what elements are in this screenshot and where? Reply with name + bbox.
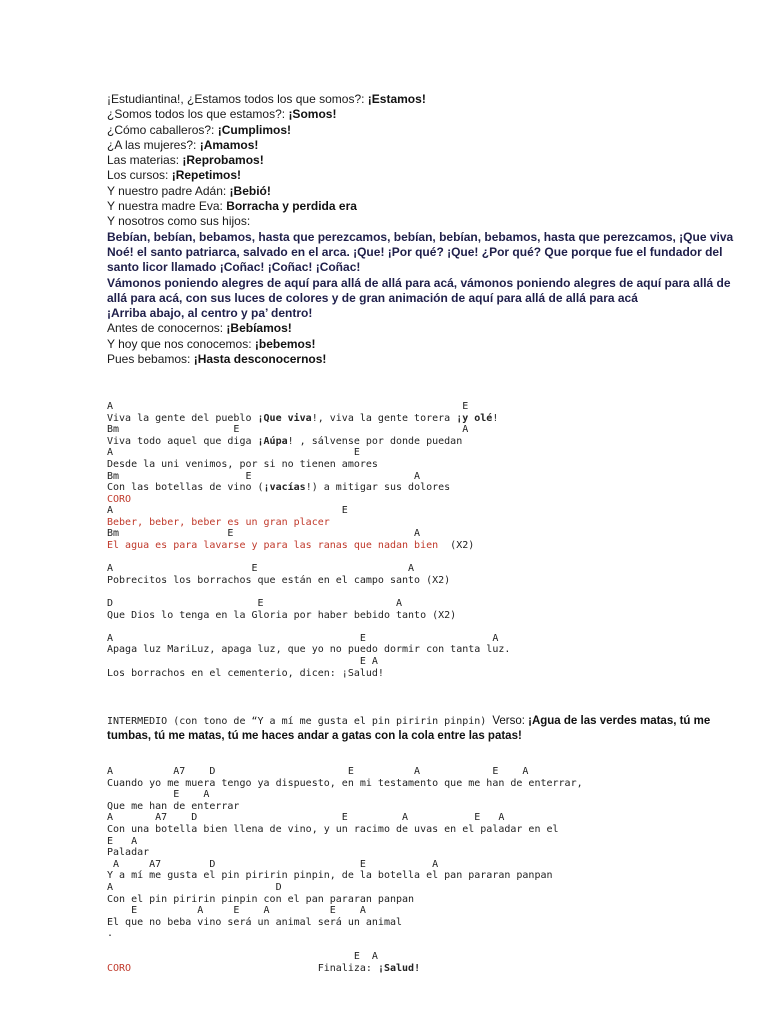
repeat-marker: (X2): [438, 540, 475, 552]
lyric-line: [107, 436, 747, 448]
lyrics-page: [107, 92, 747, 998]
chord-line: E A: [107, 789, 210, 801]
intro-response: ¡Estamos!: [367, 92, 426, 106]
intro-text: Y nuestro padre Adán:: [107, 183, 230, 198]
finaliza-label: Finaliza:: [317, 963, 378, 975]
chord-line: D E A: [107, 598, 403, 610]
intro-response: ¡Reprobamos!: [182, 153, 264, 168]
lyric-text: !) a mitigar sus dolores: [305, 482, 451, 494]
chord-line: A E: [107, 400, 469, 412]
lyric-line: Apaga luz MariLuz, apaga luz, que yo no puedo dormir con tanta luz.: [107, 644, 511, 656]
chord-line: E A: [107, 835, 138, 847]
intro-text: ¿Somos todos los que estamos?:: [107, 107, 289, 122]
intro-response: Borracha y perdida era: [226, 199, 357, 214]
chant-paragraph: Vámonos poniendo alegres de aquí para allá de allá para acá, vámonos poniendo alegres de aquí para allá de allá para acá, con sus luces de colores y de gran animación de aquí para allá de allá para acá: [107, 275, 731, 305]
intro-response: ¡Cumplimos!: [217, 122, 292, 137]
chord-line: A D: [107, 881, 282, 893]
coro-label: CORO: [107, 493, 132, 505]
intro-text: Antes de conocernos:: [107, 321, 227, 336]
intro-line: [107, 138, 747, 153]
closing-line: [107, 963, 747, 975]
lyric-line: Y a mí me gusta el pin piririn pinpin, de la botella el pan pararan panpan: [107, 870, 553, 882]
song-section: [107, 389, 747, 702]
chord-line: A E: [107, 447, 360, 459]
intro-line: [107, 123, 747, 138]
intro-line: [107, 107, 747, 122]
intro-line: [107, 337, 747, 352]
intro-response: ¡Bebíamos!: [226, 321, 292, 336]
chord-line: Bm E A: [107, 424, 469, 436]
lyric-line: Los borrachos en el cementerio, dicen: ¡Salud!: [107, 667, 384, 679]
lyric-line: El que no beba vino será un animal será un animal: [107, 916, 403, 928]
coro-label: CORO: [107, 963, 132, 975]
intro-text: Los cursos:: [107, 168, 172, 183]
chord-line: Bm E A: [107, 528, 421, 540]
verso-label: Verso:: [492, 715, 529, 728]
intro-section: [107, 92, 747, 367]
intro-line: [107, 352, 747, 367]
intro-response: ¡Repetimos!: [171, 168, 242, 183]
intro-text: Y nuestra madre Eva:: [107, 199, 227, 214]
intro-line: [107, 321, 747, 336]
intermedio-block: [107, 714, 747, 744]
lyric-text: !: [492, 412, 499, 424]
chant-paragraph: ¡Arriba abajo, al centro y pa’ dentro!: [107, 306, 313, 321]
lyric-line: Que Dios lo tenga en la Gloria por haber bebido tanto (X2): [107, 609, 457, 621]
lyric-text: Viva la gente del pueblo: [107, 412, 258, 424]
chord-line: E A E A E A: [107, 905, 366, 917]
chord-line: E A: [107, 656, 378, 667]
intro-text: ¡Estudiantina!, ¿Estamos todos los que somos?:: [107, 92, 368, 106]
lyric-line: Que me han de enterrar: [107, 800, 240, 812]
chord-line: A A7 D E A E A: [107, 812, 505, 824]
lyric-shout: ¡Aúpa: [257, 435, 288, 447]
coro-lyric-text: El agua es para lavarse y para las ranas que nadan bien: [107, 540, 439, 552]
intro-text: ¿A las mujeres?:: [107, 137, 200, 152]
lyric-line: Paladar: [107, 847, 150, 859]
lyric-line: Pobrecitos los borrachos que están en el campo santo (X2): [107, 574, 451, 586]
finaliza-shout: ¡Salud!: [377, 963, 421, 975]
lyric-text: !, viva la gente torera: [311, 412, 457, 424]
intro-text: Pues bebamos:: [107, 352, 194, 367]
intro-response: ¡bebemos!: [254, 336, 316, 351]
intro-text: Las materias:: [107, 153, 183, 168]
chord-line: A A7 D E A: [107, 858, 439, 870]
lyric-shout: ¡y olé: [456, 412, 493, 424]
intro-response: ¡Bebió!: [229, 183, 271, 198]
intro-line: [107, 153, 747, 168]
intro-response: ¡Amamos!: [199, 137, 259, 152]
intro-response: ¡Somos!: [288, 107, 337, 122]
chord-line: E A: [107, 951, 378, 963]
coro-lyric-line: [107, 540, 747, 552]
intro-line: [107, 168, 747, 183]
intro-line: [107, 199, 747, 214]
lyric-text: Viva todo aquel que diga: [107, 435, 258, 447]
final-section: [107, 754, 747, 997]
intro-line: Y nosotros como sus hijos:: [107, 214, 251, 229]
lyric-line: Desde la uni venimos, por si no tienen amores: [107, 458, 378, 470]
chord-line: A E A: [107, 632, 499, 644]
intro-line: [107, 184, 747, 199]
chord-line: A A7 D E A E A: [107, 765, 529, 777]
intro-line: [107, 92, 747, 107]
lyric-text: ! , sálvense por donde puedan: [287, 435, 463, 447]
verso-text: ¡Agua de las verdes matas, tú me tumbas, tú me matas, tú me haces andar a gatas con la cola entre las patas!: [107, 715, 711, 743]
intro-text: Y hoy que nos conocemos:: [107, 336, 255, 351]
lyric-shout: ¡Que viva: [257, 412, 312, 424]
intro-response: ¡Hasta desconocernos!: [193, 352, 327, 367]
lyric-text: Con las botellas de vino (: [107, 482, 264, 494]
lyric-line: .: [107, 928, 114, 940]
lyric-line: [107, 413, 747, 425]
coro-lyric-line: Beber, beber, beber es un gran placer: [107, 516, 330, 528]
lyric-line: Con el pin piririn pinpin con el pan pararan panpan: [107, 893, 415, 905]
lyric-shout: ¡vacías: [263, 482, 306, 494]
chord-line: A E: [107, 505, 348, 517]
intro-text: ¿Cómo caballeros?:: [107, 122, 218, 137]
lyric-line: Con una botella bien llena de vino, y un racimo de uvas en el paladar en el: [107, 823, 559, 835]
lyric-line: Cuando yo me muera tengo ya dispuesto, en mi testamento que me han de enterrar,: [107, 777, 583, 789]
intermedio-label: INTERMEDIO (con tono de “Y a mí me gusta el pin piririn pinpin): [107, 716, 493, 728]
chant-paragraph: Bebían, bebían, bebamos, hasta que perezcamos, bebían, bebían, bebamos, hasta que perezcamos, ¡Que viva Noé! el santo patriarca, salvado en el arca. ¡Que! ¡Por qué? ¡Que! ¿Por qué? Que porque fue el fundador del santo licor llamado ¡Coñac! ¡Coñac! ¡Coñac!: [107, 229, 734, 275]
chord-line: A E A: [107, 563, 415, 575]
lyric-line: [107, 482, 747, 494]
chord-line: Bm E A: [107, 470, 421, 482]
